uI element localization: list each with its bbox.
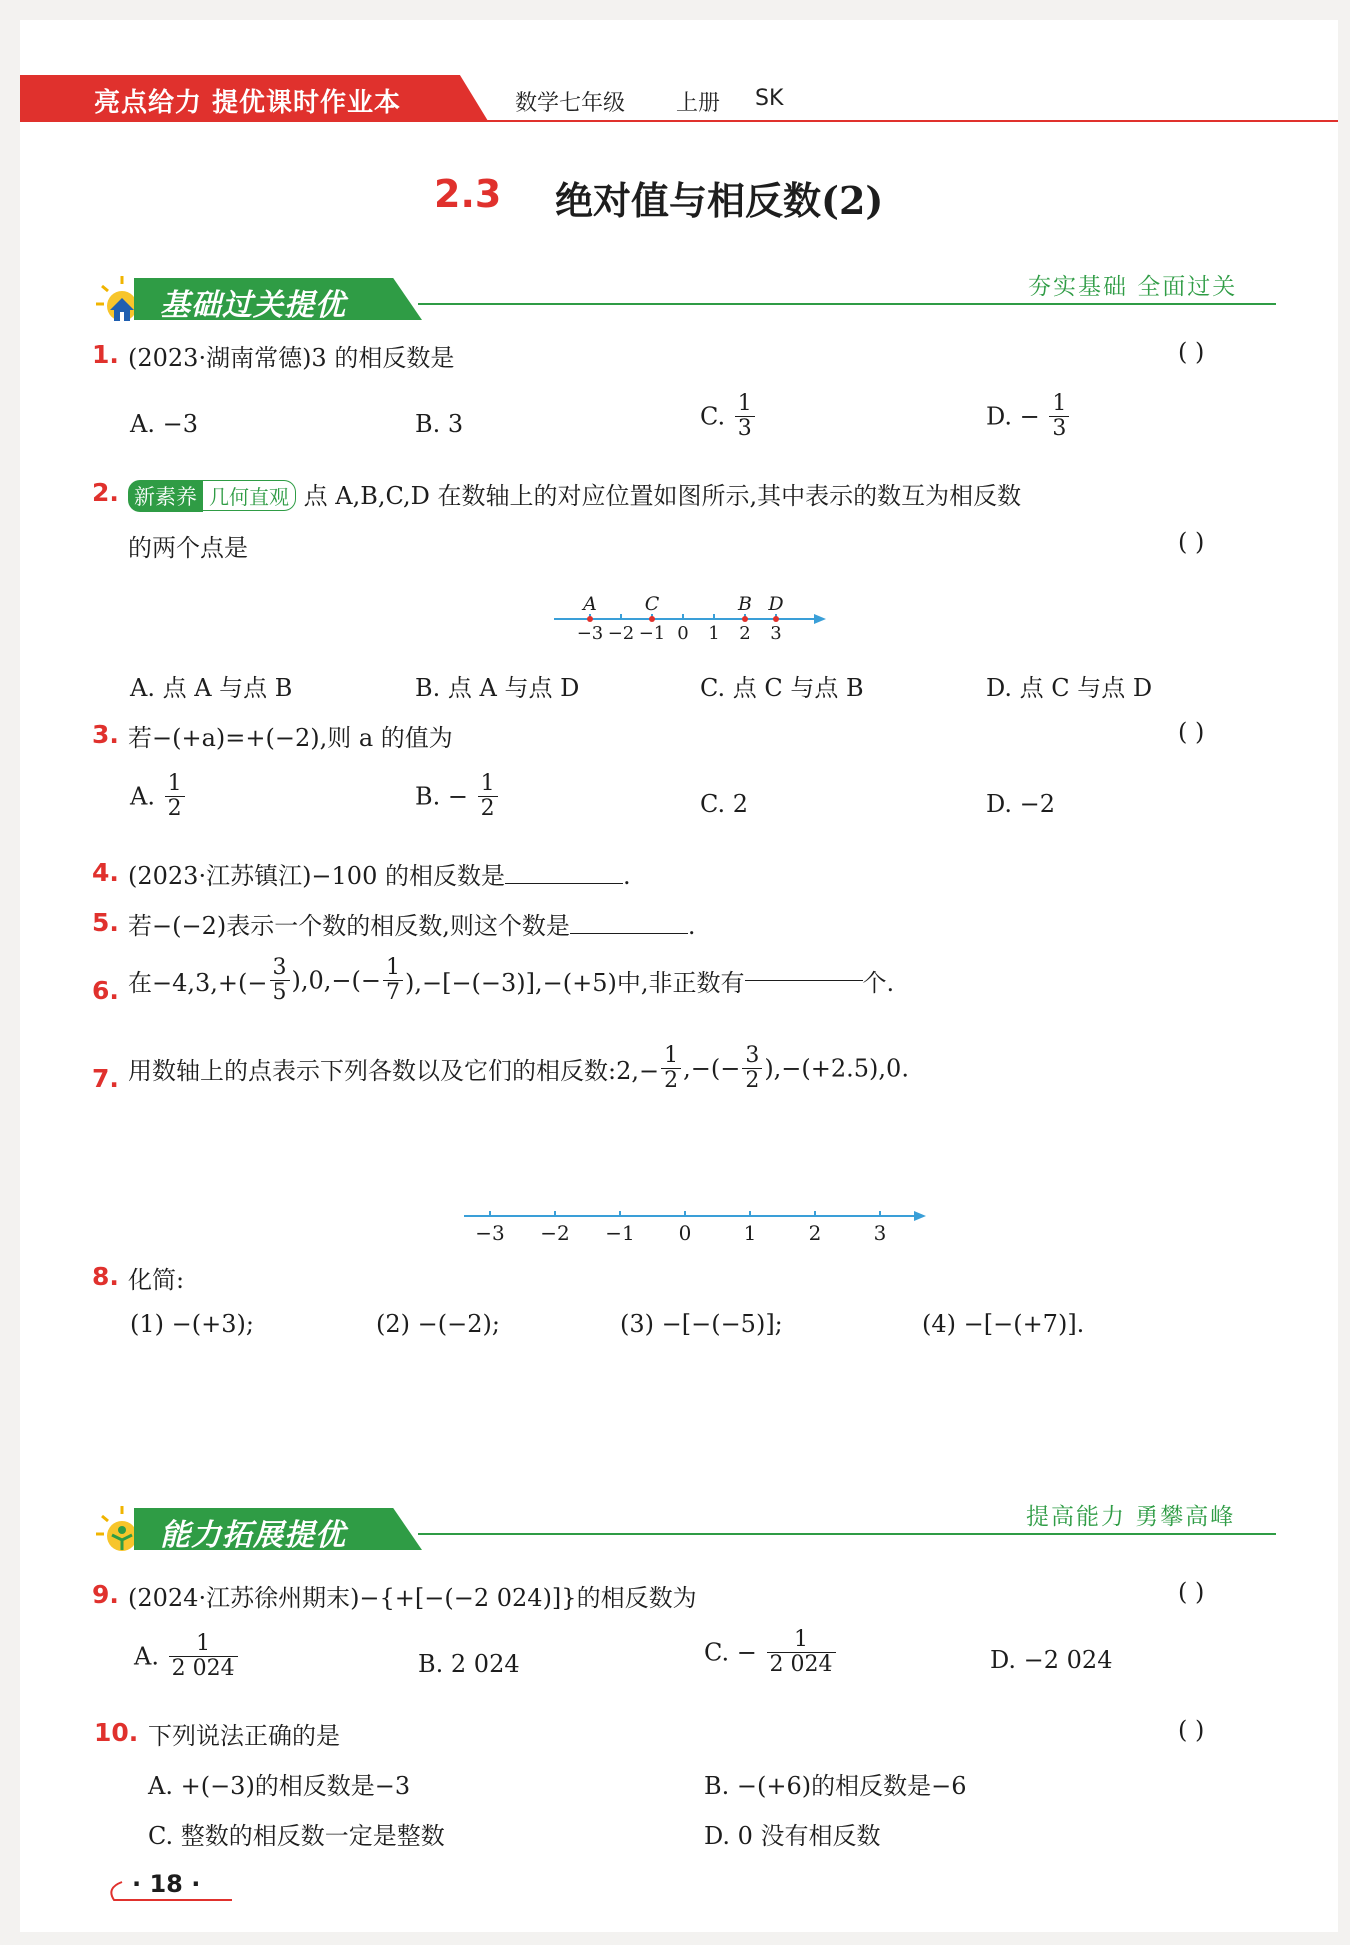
q7-number-line — [460, 1200, 940, 1250]
q2-option-a: A. 点 A 与点 B — [130, 674, 293, 702]
q9-option-d: D. −2 024 — [990, 1646, 1113, 1674]
q1-option-a: A. −3 — [130, 410, 198, 438]
q2-axis-point — [587, 616, 593, 622]
q2-option-b: B. 点 A 与点 D — [415, 674, 580, 702]
q7-axis-tick-label: −2 — [540, 1221, 570, 1245]
q7-axis-tick-label: 0 — [678, 1221, 692, 1245]
header-book-info: 数学七年级 — [515, 91, 626, 116]
q2-option-c: C. 点 C 与点 B — [700, 674, 864, 702]
q8-text: 化简: — [128, 1266, 185, 1294]
q5-line: 若−(−2)表示一个数的相反数,则这个数是 . — [128, 912, 696, 940]
q7-axis-tick-label: 1 — [743, 1221, 757, 1245]
q8-sub-2: (2) −(−2); — [376, 1310, 500, 1338]
q10-number: 10. — [94, 1718, 139, 1747]
q9-number: 9. — [92, 1580, 119, 1609]
q2-axis-point-label: B — [738, 593, 752, 615]
q2-number-line — [550, 585, 840, 655]
q1-d-fraction: $\frac{1}{3}$ — [1049, 392, 1069, 441]
q1-text: (2023·湖南常德)3 的相反数是 — [128, 344, 455, 372]
q2-tag-geometry: 几何直观 — [203, 480, 296, 511]
q10-option-c: C. 整数的相反数一定是整数 — [148, 1822, 445, 1850]
q6-line: 在−4,3,+(− $\frac{3}{5}$ ),0,−(− $\frac{1}{7}$ ),−[−(−3)],−(+5)中,非正数有 个. — [128, 955, 895, 1006]
q3-option-b: B. − $\frac{1}{2}$ — [415, 772, 500, 821]
q10-text: 下列说法正确的是 — [148, 1722, 340, 1750]
header-volume: 上册 — [676, 91, 721, 116]
q2-axis-point — [742, 616, 748, 622]
q7-line: 用数轴上的点表示下列各数以及它们的相反数:2,− $\frac{1}{2}$ ,−(− $\frac{3}{2}$ ),−(+2.5),0. — [128, 1043, 909, 1094]
q8-sub-4: (4) −[−(+7)]. — [922, 1310, 1085, 1338]
q9-option-c: C. − $\frac{1}{2 024}$ — [704, 1628, 838, 1677]
q9-option-a: A. $\frac{1}{2 024}$ — [134, 1632, 240, 1681]
q2-axis-tick-label: 2 — [739, 623, 751, 644]
q10-answer-paren: ( ) — [1178, 1716, 1205, 1744]
header-edition: SK — [755, 86, 784, 111]
q9-option-b: B. 2 024 — [418, 1650, 520, 1678]
section-title: 绝对值与相反数(2) — [555, 178, 884, 223]
q7-axis-tick-label: −1 — [605, 1221, 635, 1245]
q3-answer-paren: ( ) — [1178, 718, 1205, 746]
header-rule — [20, 120, 1338, 122]
banner-ability-rule — [418, 1533, 1276, 1535]
q1-number: 1. — [92, 340, 119, 369]
q2-number: 2. — [92, 478, 119, 507]
q2-line2: 的两个点是 — [128, 534, 248, 562]
q8-sub-3: (3) −[−(−5)]; — [620, 1310, 783, 1338]
banner-ability-label: 能力拓展提优 — [160, 1518, 346, 1553]
banner-basic-label: 基础过关提优 — [160, 288, 346, 323]
q2-line1 — [128, 476, 1021, 512]
q3-option-a: A. $\frac{1}{2}$ — [130, 772, 187, 821]
q2-axis-point — [649, 616, 655, 622]
q8-number: 8. — [92, 1262, 119, 1291]
q1-option-c: C. $\frac{1}{3}$ — [700, 392, 757, 441]
q2-option-d: D. 点 C 与点 D — [986, 674, 1153, 702]
banner-ability-slogan: 提高能力 勇攀高峰 — [1026, 1504, 1236, 1530]
banner-basic-slogan: 夯实基础 全面过关 — [1028, 274, 1238, 300]
q7-number: 7. — [92, 1064, 119, 1093]
q4-number: 4. — [92, 858, 119, 887]
q2-answer-paren: ( ) — [1178, 528, 1205, 556]
banner-ability — [94, 1504, 454, 1552]
q9-answer-paren: ( ) — [1178, 1578, 1205, 1606]
q2-axis-tick-label: −2 — [607, 623, 635, 644]
q2-tag-new-literacy: 新素养 — [128, 480, 203, 512]
q4-text: (2023·江苏镇江)−100 的相反数是 — [128, 862, 505, 890]
q2-axis-point — [773, 616, 779, 622]
q10-option-a: A. +(−3)的相反数是−3 — [148, 1772, 411, 1800]
q1-c-fraction: $\frac{1}{3}$ — [735, 392, 755, 441]
q7-axis-tick-label: 2 — [808, 1221, 822, 1245]
q2-axis-tick-label: −3 — [576, 623, 604, 644]
q9-text: (2024·江苏徐州期末)−{+[−(−2 024)]}的相反数为 — [128, 1584, 697, 1612]
header-brand: 亮点给力 提优课时作业本 — [94, 88, 402, 118]
q4-line: (2023·江苏镇江)−100 的相反数是 . — [128, 862, 631, 890]
q2-text: 点 A,B,C,D 在数轴上的对应位置如图所示,其中表示的数互为相反数 — [303, 482, 1022, 510]
q2-axis-point-label: D — [768, 593, 784, 615]
q5-number: 5. — [92, 908, 119, 937]
q4-blank — [505, 883, 623, 884]
q2-axis-tick-label: 1 — [708, 623, 720, 644]
q7-axis-tick-label: 3 — [873, 1221, 887, 1245]
q8-sub-1: (1) −(+3); — [130, 1310, 254, 1338]
banner-basic-rule — [418, 303, 1276, 305]
q2-axis-point-label: A — [583, 593, 597, 615]
q3-number: 3. — [92, 720, 119, 749]
q5-blank — [570, 933, 688, 934]
q6-number: 6. — [92, 976, 119, 1005]
q2-axis-tick-label: 0 — [677, 623, 689, 644]
page-number: · 18 · — [132, 1870, 201, 1898]
q2-axis-point-label: C — [644, 593, 660, 615]
page — [20, 20, 1338, 1932]
section-number: 2.3 — [434, 172, 502, 216]
q2-axis-tick-label: −1 — [638, 623, 666, 644]
q3-option-c: C. 2 — [700, 790, 749, 818]
q1-option-d: D. − $\frac{1}{3}$ — [986, 392, 1071, 441]
banner-basic — [94, 274, 454, 322]
q7-axis-tick-label: −3 — [475, 1221, 505, 1245]
q6-blank — [745, 980, 863, 981]
q3-option-d: D. −2 — [986, 790, 1056, 818]
q5-text: 若−(−2)表示一个数的相反数,则这个数是 — [128, 912, 570, 940]
q3-text: 若−(+a)=+(−2),则 a 的值为 — [128, 724, 453, 752]
q2-axis-tick-label: 3 — [770, 623, 782, 644]
q10-option-b: B. −(+6)的相反数是−6 — [704, 1772, 967, 1800]
q1-answer-paren: ( ) — [1178, 338, 1205, 366]
q10-option-d: D. 0 没有相反数 — [704, 1822, 881, 1850]
q1-option-b: B. 3 — [415, 410, 464, 438]
